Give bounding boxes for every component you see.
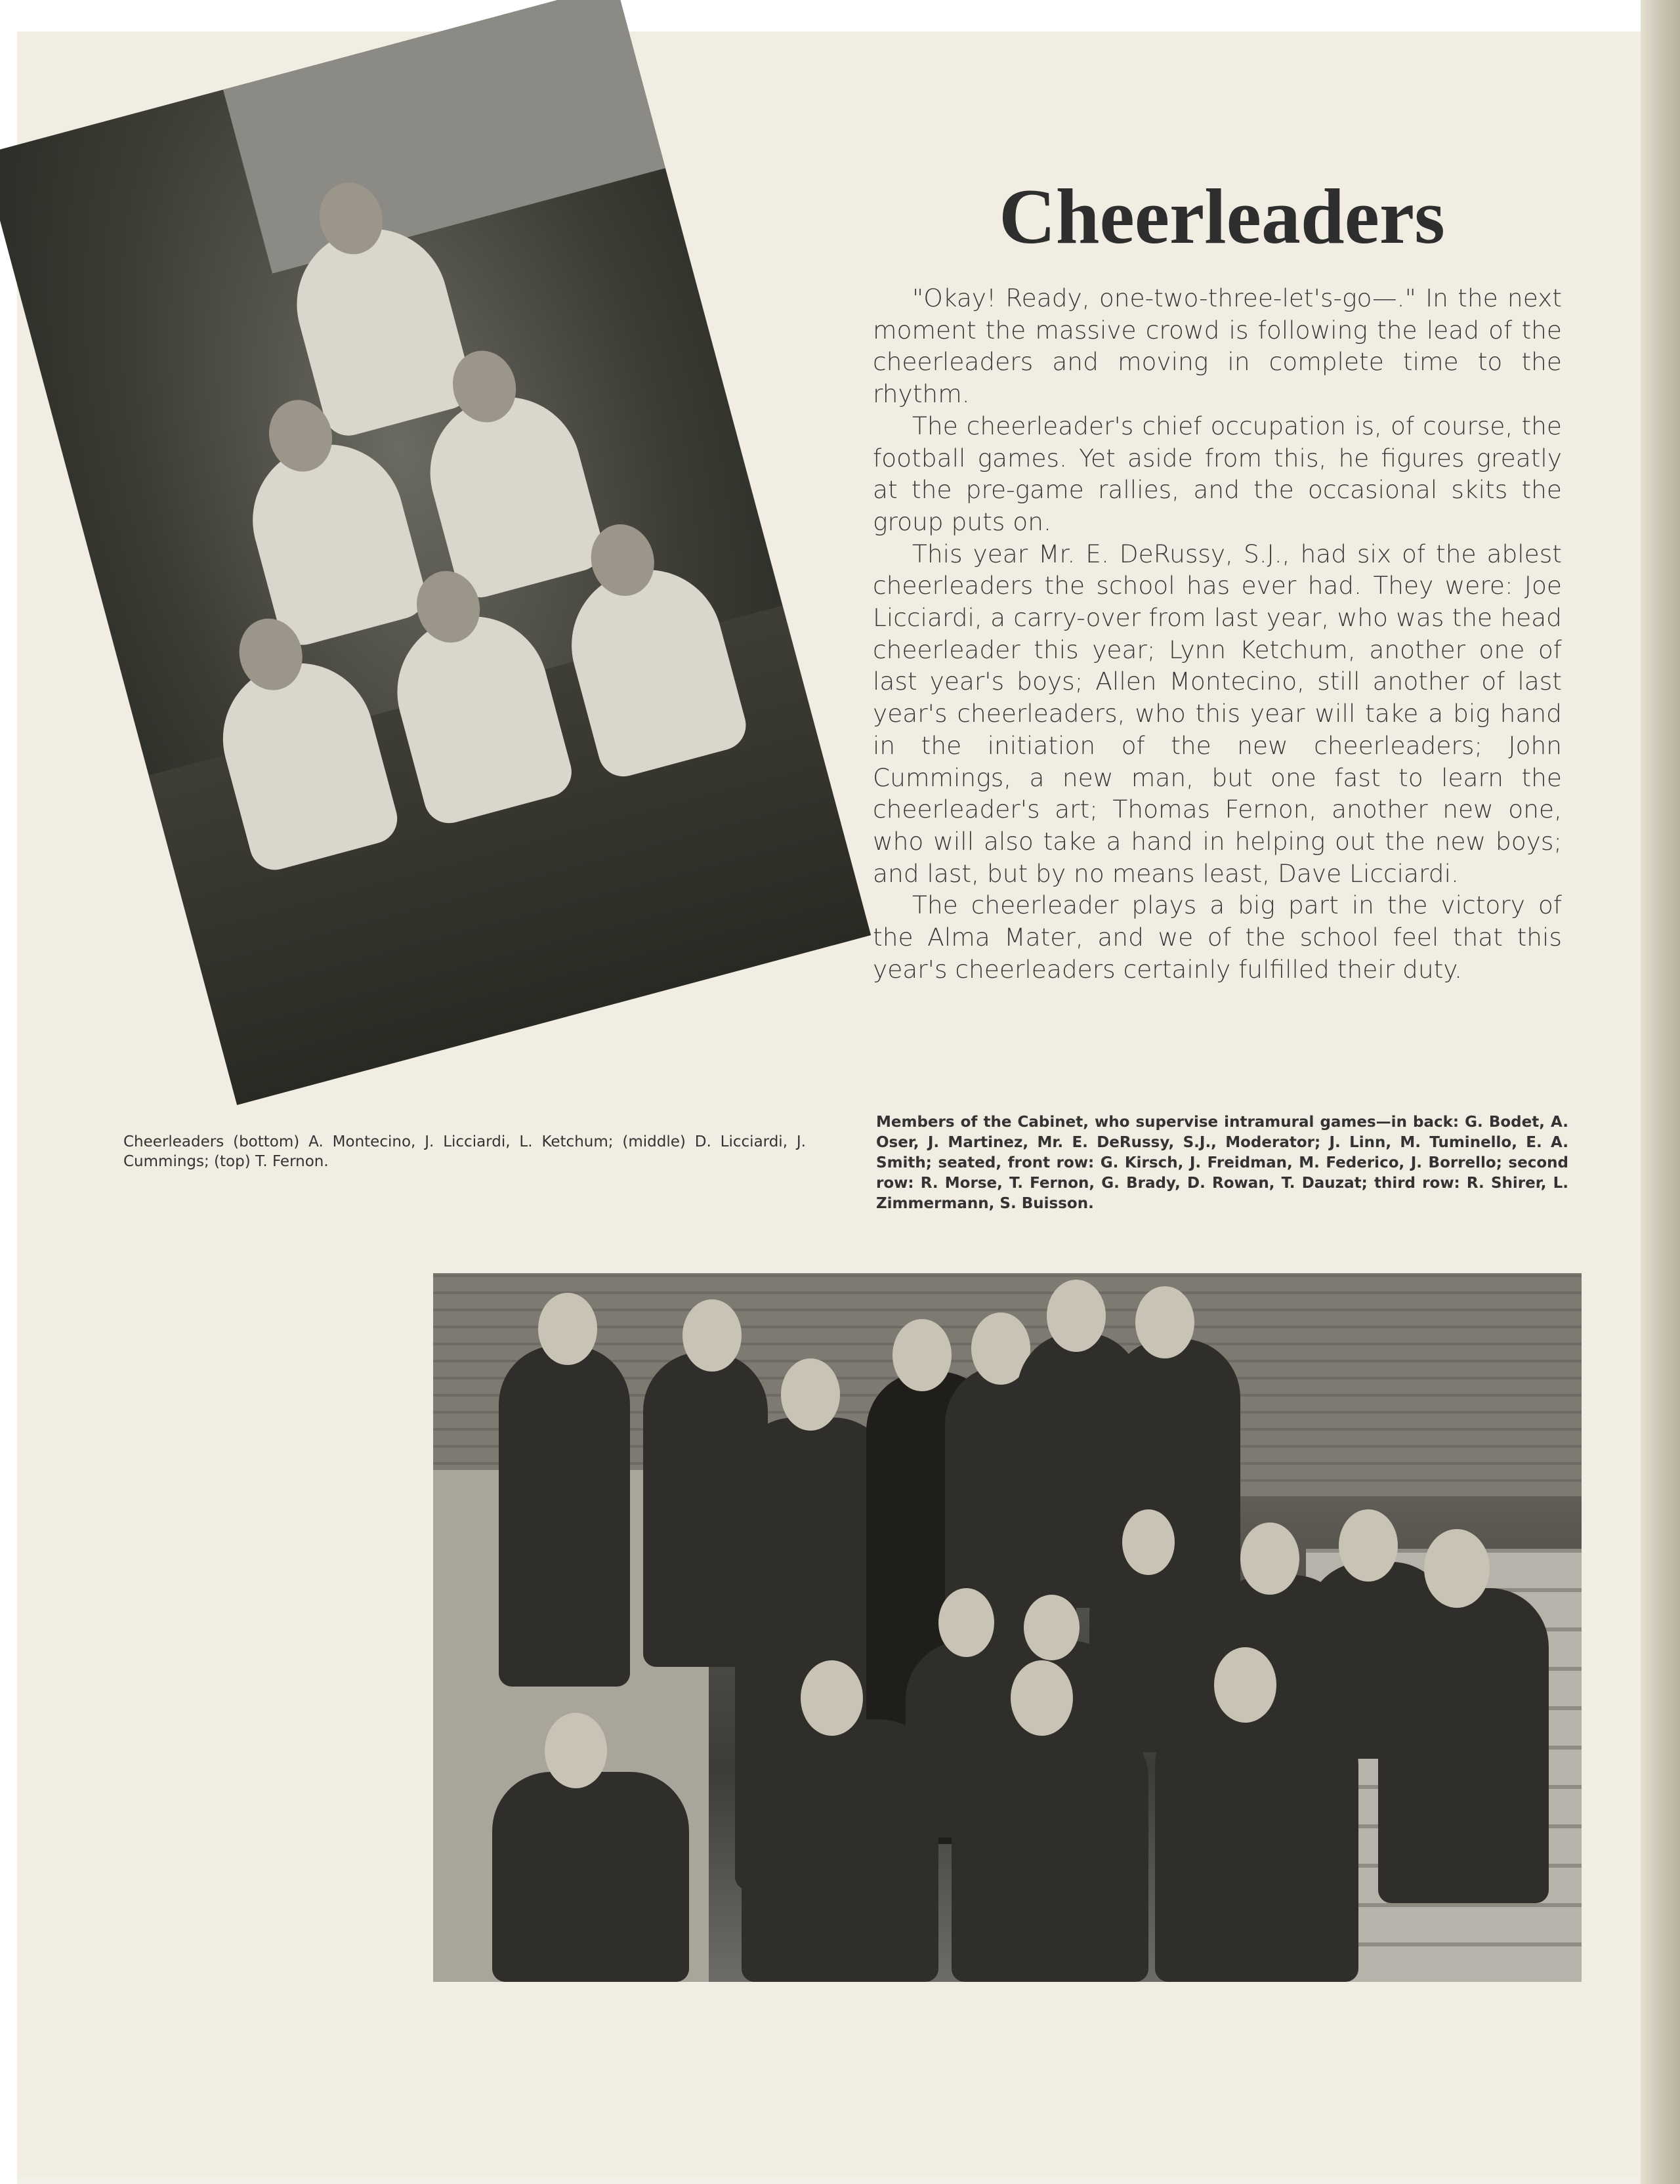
- article-paragraph: The cheerleader plays a big part in the victory of the Alma Mater, and we of the school feel that this year's cheerleaders certainly fulfilled their duty.: [873, 891, 1562, 984]
- cabinet-member: [499, 1345, 630, 1687]
- cabinet-member: [1378, 1588, 1549, 1903]
- page-title: Cheerleaders: [999, 173, 1445, 260]
- cabinet-member: [1155, 1706, 1358, 1982]
- cabinet-member-face: [1122, 1509, 1175, 1575]
- cabinet-group-photo: [433, 1273, 1582, 1982]
- cabinet-member-face: [801, 1660, 863, 1736]
- cheerleader-middle-left: [236, 428, 430, 651]
- cabinet-member-face: [1011, 1660, 1073, 1736]
- article-paragraph: The cheerleader's chief occupation is, of course, the football games. Yet aside from this, he figures greatly at the pre-game rallies, and the occasional skits the group puts on.: [873, 411, 1562, 536]
- cabinet-member-face: [781, 1358, 840, 1431]
- cabinet-member-face: [1424, 1529, 1490, 1608]
- cabinet-member: [492, 1772, 689, 1982]
- cabinet-member-face: [682, 1299, 742, 1372]
- page-binding-edge: [1641, 0, 1680, 2184]
- cabinet-member: [742, 1719, 938, 1982]
- cabinet-member-face: [545, 1713, 607, 1788]
- cabinet-member-face: [1240, 1522, 1299, 1595]
- article-paragraph: "Okay! Ready, one-two-three-let's-go—." In the next moment the massive crowd is following the lead of the cheerleaders and moving in complete time to the rhythm.: [873, 284, 1562, 409]
- cheerleader-middle-right: [413, 380, 608, 603]
- cabinet-member-face: [938, 1588, 994, 1657]
- cheerleaders-caption: Cheerleaders (bottom) A. Montecino, J. Licciardi, L. Ketchum; (middle) D. Licciardi, J. Cummings; (top) T. Fernon.: [123, 1133, 806, 1170]
- scan-margin-top: [0, 0, 1680, 32]
- article-paragraph: This year Mr. E. DeRussy, S.J., had six of the ablest cheerleaders the school has ever had. They were: Joe Licciardi, a carry-over from last year, who was the head cheerleader this year; Lynn Ketchum, another one of last year's boys; Allen Montecino, still another of last year's cheerleaders, who this year will take a big hand in the initiation of the new cheerleaders; John Cummings, a new man, but one fast to learn the cheerleader's art; Thomas Fernon, another new one, who will also take a hand in helping out the new boys; and last, but by no means least, Dave Licciardi.: [873, 539, 1562, 888]
- cabinet-member-face: [892, 1319, 952, 1391]
- cabinet-member-face: [1047, 1280, 1106, 1352]
- cabinet-member-face: [1214, 1647, 1276, 1723]
- scan-margin-left: [0, 0, 17, 2184]
- cabinet-member: [952, 1719, 1148, 1982]
- cabinet-member-face: [1339, 1509, 1398, 1582]
- cabinet-caption: Members of the Cabinet, who supervise intramural games—in back: G. Bodet, A. Oser, J. Martinez, Mr. E. DeRussy, S.J., Moderator; J. Linn, M. Tuminello, E. A. Smith; seated, front row: G. Kirsch, J. Freidman, M. Federico, J. Borrello; second row: R. Morse, T. Fernon, G. Brady, D. Rowan, T. Dauzat; third row: R. Shirer, L. Zimmermann, S. Buisson.: [876, 1114, 1568, 1212]
- cabinet-member-face: [538, 1293, 597, 1365]
- cabinet-member-face: [1135, 1286, 1194, 1358]
- cabinet-member-face: [1024, 1595, 1080, 1660]
- article-body: [873, 282, 1562, 985]
